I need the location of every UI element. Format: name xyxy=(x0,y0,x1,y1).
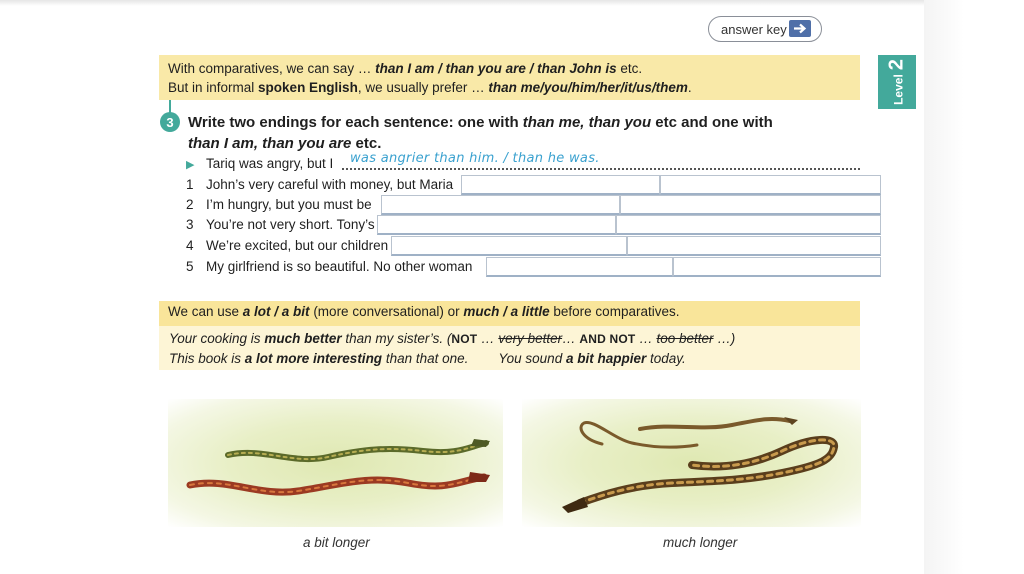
snakes-picture-left xyxy=(168,399,503,527)
left-caption: a bit longer xyxy=(303,535,370,550)
example-line-2: This book is a lot more interesting than that one. You sound a bit happier today. xyxy=(169,351,686,366)
example-line-1: Your cooking is much better than my sister’s. (NOT … very better… AND NOT … too better …) xyxy=(169,331,736,346)
exercise-title: Write two endings for each sentence: one with than me, than you etc and one with than I am, than you are etc. xyxy=(188,114,773,152)
answer-field-3a[interactable] xyxy=(377,215,616,235)
list-item: 1 John’s very careful with money, but Maria xyxy=(186,177,454,192)
note-line-1: With comparatives, we can say … than I am / than you are / than John is etc. xyxy=(168,61,643,76)
answer-field-4a[interactable] xyxy=(391,236,627,256)
answer-field-3b[interactable] xyxy=(616,215,881,235)
snake-illustration-left xyxy=(168,399,503,527)
answer-key-label: answer key xyxy=(721,21,787,37)
note-line-2: But in informal spoken English, we usually prefer … than me/you/him/her/it/us/them. xyxy=(168,80,692,95)
level-number: 2 xyxy=(885,59,908,71)
play-triangle-icon: ▶ xyxy=(186,159,195,171)
answer-field-5b[interactable] xyxy=(673,257,881,277)
comparatives-note xyxy=(159,55,860,100)
right-caption: much longer xyxy=(663,535,738,550)
snakes-picture-right xyxy=(522,399,861,527)
answer-field-2b[interactable] xyxy=(620,195,881,215)
answer-field-4b[interactable] xyxy=(627,236,881,256)
answer-field-1b[interactable] xyxy=(660,175,881,195)
exercise-number: 3 xyxy=(160,112,180,132)
list-item: 3 You’re not very short. Tony’s xyxy=(186,217,375,232)
answer-field-1a[interactable] xyxy=(461,175,660,195)
arrow-right-icon xyxy=(789,20,811,37)
page-gutter xyxy=(924,0,1024,574)
page-top-shadow xyxy=(0,0,1024,6)
a-lot-a-bit-note-heading: We can use a lot / a bit (more conversational) or much / a little before comparatives. xyxy=(159,301,860,326)
example-dotted-line xyxy=(342,168,860,170)
list-item: 2 I’m hungry, but you must be xyxy=(186,197,372,212)
list-item: 5 My girlfriend is so beautiful. No other woman xyxy=(186,259,473,274)
a-lot-a-bit-note-examples xyxy=(159,326,860,370)
example-row xyxy=(186,154,333,174)
answer-field-5a[interactable] xyxy=(486,257,673,277)
example-answer: was angrier than him. / than he was. xyxy=(350,151,600,166)
answer-key-button[interactable] xyxy=(708,16,822,42)
level-tab xyxy=(878,55,916,109)
list-item: 4 We’re excited, but our children xyxy=(186,238,389,253)
example-prompt: Tariq was angry, but I xyxy=(206,156,334,171)
snake-illustration-right xyxy=(522,399,861,527)
answer-field-2a[interactable] xyxy=(381,195,620,215)
level-word: Level xyxy=(891,74,906,105)
